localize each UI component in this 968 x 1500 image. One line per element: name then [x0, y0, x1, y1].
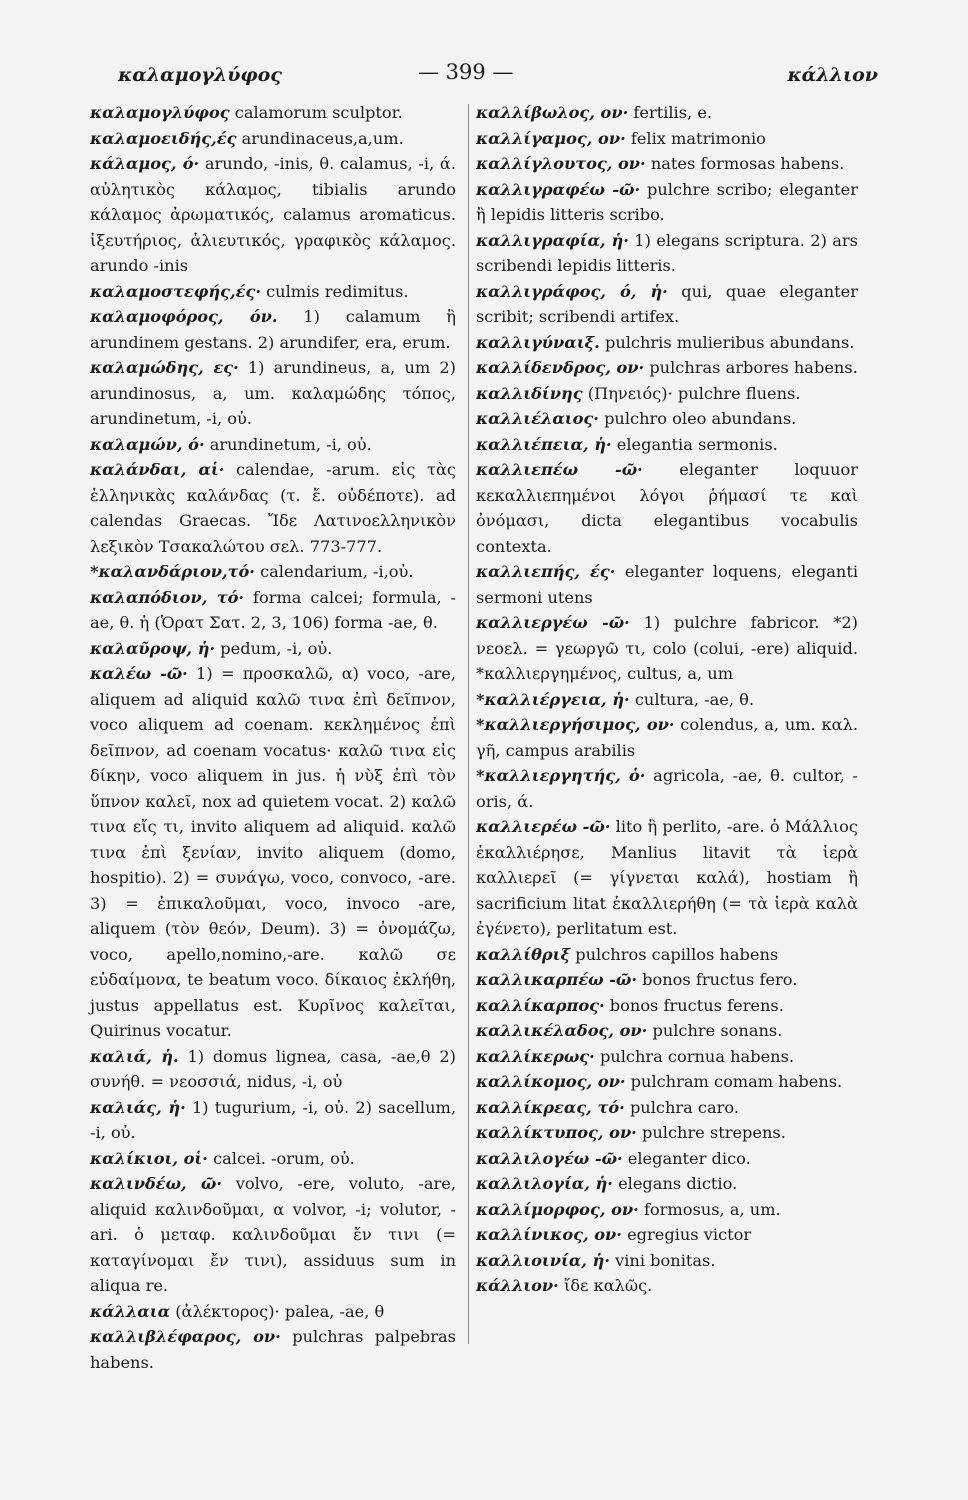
- entry-definition: bonos fructus ferens.: [609, 995, 784, 1015]
- dictionary-entry: [476, 432, 858, 458]
- entry-headword: καλλίβωλος, ον·: [476, 103, 629, 122]
- entry-headword: καλλίκαρπος·: [476, 995, 605, 1015]
- entry-headword: καλαμοστεφής,ές·: [90, 281, 261, 301]
- entry-definition: 1) elegans scriptura. 2) ars scribendi lepidis litteris.: [476, 230, 858, 275]
- entry-definition: eleganter dico.: [627, 1148, 751, 1168]
- dictionary-entry: [476, 687, 858, 713]
- entry-definition: pulchras palpebras habens.: [90, 1327, 456, 1372]
- dictionary-entry: [476, 330, 858, 356]
- entry-definition: calendarium, -i,οὐ.: [260, 562, 414, 581]
- entry-headword: *καλανδάριον,τό·: [90, 562, 255, 581]
- entry-headword: καλλίμορφος, ον·: [476, 1199, 639, 1219]
- right-column: [476, 100, 858, 1299]
- entry-definition: vini bonitas.: [615, 1250, 716, 1270]
- dictionary-entry: [476, 712, 858, 763]
- dictionary-entry: [476, 151, 858, 177]
- dictionary-entry: [90, 151, 456, 279]
- dictionary-entry: [476, 1146, 858, 1172]
- entry-headword: κάλλιον·: [476, 1276, 559, 1295]
- entry-definition: 1) pulchre fabricor. *2) νεοελ. = γεωργῶ τι, colo (colui, -ere) aliquid. *καλλιεργημένος, cultus, a, um: [476, 613, 858, 683]
- entry-headword: καλλίκομος, ον·: [476, 1072, 626, 1091]
- dictionary-entry: [90, 279, 456, 305]
- entry-definition: pulchre scribo; eleganter ἢ lepidis litteris scribo.: [476, 179, 859, 224]
- entry-headword: καλαμοφόρος, όν.: [90, 307, 278, 326]
- dictionary-entry: [90, 585, 456, 636]
- dictionary-entry: [476, 355, 858, 381]
- entry-headword: καλαμών, ό·: [90, 434, 205, 454]
- entry-definition: volvo, -ere, voluto, -are, aliquid καλινδοῦμαι, α volvor, -i; volutor, -ari. ὁ μεταφ. καλινδοῦμαι ἔν τινι (= καταγίνομαι ἔν τινι), assiduus sum in aliqua re.: [90, 1174, 456, 1295]
- entry-headword: *καλλιεργητής, ὁ·: [476, 766, 646, 785]
- entry-headword: καλλιγραφία, ἡ·: [476, 230, 629, 250]
- entry-definition: arundinetum, -i, οὐ.: [209, 434, 372, 454]
- entry-headword: καλλιεργέω -ῶ·: [476, 613, 630, 632]
- entry-definition: calamorum sculptor.: [234, 103, 403, 122]
- entry-definition: colendus, a, um. καλ. γῆ, campus arabilis: [476, 715, 858, 760]
- dictionary-entry: [476, 228, 858, 279]
- dictionary-entry: [476, 126, 858, 152]
- dictionary-entry: [476, 1018, 858, 1044]
- entry-definition: 1) domus lignea, casa, -ae,θ 2) συνήθ. = νεοσσιά, nidus, -i, οὐ: [90, 1046, 457, 1091]
- entry-definition: pedum, -i, οὐ.: [220, 638, 333, 658]
- entry-headword: καλλιερέω -ῶ·: [476, 817, 611, 836]
- entry-definition: pulchro oleo abundans.: [604, 409, 797, 428]
- entry-headword: καλλίγλουτος, ον·: [476, 154, 646, 173]
- entry-headword: καλλιεπής, ές·: [476, 562, 616, 581]
- entry-definition: elegantia sermonis.: [616, 434, 778, 454]
- dictionary-entry: [476, 279, 858, 330]
- dictionary-entry: [476, 457, 858, 559]
- entry-headword: καλαπόδιον, τό·: [90, 587, 245, 607]
- entry-definition: cultura, -ae, θ.: [634, 689, 755, 709]
- dictionary-entry: [476, 814, 858, 942]
- dictionary-entry: [476, 993, 858, 1019]
- entry-headword: καλλικαρπέω -ῶ·: [476, 970, 637, 989]
- dictionary-entry: [476, 1171, 858, 1197]
- entry-headword: καλλίκερως·: [476, 1046, 595, 1066]
- entry-definition: pulchre strepens.: [641, 1123, 786, 1142]
- header-left-word: καλαμογλύφος: [118, 64, 282, 86]
- entry-headword: καλλιέλαιος·: [476, 409, 599, 428]
- entry-headword: καλλιγραφέω -ῶ·: [476, 179, 641, 199]
- entry-definition: formosus, a, um.: [643, 1199, 781, 1219]
- entry-headword: καλίκιοι, οἱ·: [90, 1148, 208, 1168]
- left-column: [90, 100, 456, 1375]
- dictionary-entry: [476, 1069, 858, 1095]
- dictionary-entry: [476, 1273, 858, 1299]
- entry-definition: qui, quae eleganter scribit; scribendi artifex.: [476, 281, 858, 326]
- dictionary-entry: [90, 100, 456, 126]
- entry-definition: pulchros capillos habens: [575, 944, 779, 964]
- entry-definition: arundinaceus,a,um.: [241, 128, 404, 148]
- dictionary-entry: [476, 1044, 858, 1070]
- entry-headword: καλλιεπέω -ῶ·: [476, 460, 643, 479]
- entry-headword: καλαῦροψ, ἡ·: [90, 638, 216, 658]
- entry-definition: 1) = προσκαλῶ, α) voco, -are, aliquem ad aliquid καλῶ τινα ἐπὶ δεῖπνον, voco aliquem ad coenam. κεκλημένος ἐπὶ δεῖπνον, ad coenam vocatus· καλῶ τινα εἰς δίκην, voco aliquem in jus. ἡ νὺξ ἐπὶ τὸν ὕπνον καλεῖ, nox ad quietem vocat. 2) καλῶ τινα εἴς τι, invito aliquem ad aliquid. καλῶ τινα ἐπὶ ξενίαν, invito aliquem (domo, hospitio). 2) = συνάγω, voco, convoco, -are. 3) = ἐπικαλοῦμαι, voco, invoco -are, aliquem (τὸν θεόν, Deum). 3) = ὀνομάζω, voco, apello,nomino,-are. καλῶ σε εὐδαίμονα, te beatum voco. δίκαιος ἐκλήθη, justus appellatus est. Κυρῖνος καλεῖται, Quirinus vocatur.: [90, 664, 456, 1040]
- column-divider: [468, 104, 469, 1344]
- entry-headword: καλάνδαι, αἱ·: [90, 460, 225, 479]
- entry-headword: καλλιβλέφαρος, ον·: [90, 1327, 281, 1346]
- entry-headword: καλλίγαμος, ον·: [476, 128, 626, 148]
- entry-definition: 1) tugurium, -i, οὐ. 2) sacellum, -i, οὐ.: [90, 1097, 456, 1142]
- header-right-word: κάλλιον: [787, 64, 878, 86]
- entry-definition: agricola, -ae, θ. cultor, -oris, ά.: [476, 766, 858, 811]
- entry-definition: nates formosas habens.: [650, 154, 845, 173]
- entry-definition: lito ἢ perlito, -are. ὁ Μάλλιος ἐκαλλιέρησε, Manlius litavit τὰ ἱερὰ καλλιερεῖ (= γίγνεται καλά), hostiam ἢ sacrificium litat ἐκαλλιερήθη (= τὰ ἱερὰ καλὰ ἐγένετο), perlitatum est.: [476, 817, 858, 938]
- entry-definition: felix matrimonio: [630, 128, 766, 148]
- dictionary-entry: [476, 559, 858, 610]
- entry-definition: 1) arundineus, a, um 2) arundinosus, a, um. καλαμώδης τόπος, arundinetum, -i, οὐ.: [90, 358, 456, 428]
- dictionary-entry: [90, 1146, 456, 1172]
- dictionary-entry: [90, 559, 456, 585]
- dictionary-entry: [476, 1120, 858, 1146]
- entry-definition: eleganter loquuor κεκαλλιεπημένοι λόγοι ῥήμασί τε καὶ ὀνόμασι, dicta elegantibus vocabulis contexta.: [476, 460, 858, 556]
- entry-definition: calcei. -orum, οὐ.: [213, 1148, 355, 1168]
- entry-headword: καλλιγύναιξ.: [476, 332, 600, 352]
- entry-definition: bonos fructus fero.: [642, 970, 798, 989]
- dictionary-entry: [476, 1248, 858, 1274]
- dictionary-entry: [476, 381, 858, 407]
- entry-headword: καλινδέω, ῶ·: [90, 1174, 222, 1193]
- entry-headword: καλλίκρεας, τό·: [476, 1097, 625, 1117]
- dictionary-entry: [90, 457, 456, 559]
- entry-headword: καλλίκτυπος, ον·: [476, 1123, 637, 1142]
- entry-definition: (Πηνειός)· pulchre fluens.: [587, 383, 801, 403]
- dictionary-entry: [90, 661, 456, 1044]
- entry-definition: culmis redimitus.: [266, 281, 409, 301]
- entry-definition: elegans dictio.: [618, 1174, 738, 1193]
- entry-headword: καλλιλογέω -ῶ·: [476, 1148, 623, 1168]
- entry-headword: καλλιλογία, ἡ·: [476, 1174, 613, 1193]
- dictionary-entry: [90, 1171, 456, 1299]
- entry-definition: egregius victor: [627, 1225, 752, 1244]
- entry-headword: καλλικέλαδος, ον·: [476, 1021, 648, 1040]
- entry-headword: καλέω -ῶ·: [90, 664, 188, 683]
- dictionary-entry: [90, 432, 456, 458]
- entry-definition: pulchras arbores habens.: [649, 358, 858, 377]
- dictionary-entry: [476, 942, 858, 968]
- entry-headword: καλαμοειδής,ές: [90, 128, 237, 148]
- running-header: [118, 58, 878, 92]
- entry-headword: καλιά, ἡ.: [90, 1046, 179, 1066]
- dictionary-entry: [476, 967, 858, 993]
- entry-headword: καλλιδίνης: [476, 383, 583, 403]
- entry-definition: arundo, -inis, θ. calamus, -i, ά. αὐλητικὸς κάλαμος, tibialis arundo κάλαμος ἀρωματικός, calamus aromaticus. ἱξευτήριος, ἁλιευτικός, γραφικὸς κάλαμος. arundo -inis: [90, 154, 456, 275]
- entry-headword: καλλιοινία, ἡ·: [476, 1250, 610, 1270]
- dictionary-entry: [476, 1222, 858, 1248]
- entry-definition: forma calcei; formula, -ae, θ. ἡ (Ὁρατ Σατ. 2, 3, 106) forma -ae, θ.: [90, 587, 457, 632]
- entry-definition: pulchris mulieribus abundans.: [604, 332, 855, 352]
- entry-definition: pulchre sonans.: [652, 1021, 783, 1040]
- dictionary-entry: [476, 763, 858, 814]
- entry-definition: eleganter loquens, eleganti sermoni utens: [476, 562, 858, 607]
- dictionary-entry: [90, 126, 456, 152]
- dictionary-entry: [90, 304, 456, 355]
- entry-headword: καλλίθριξ: [476, 944, 571, 964]
- dictionary-entry: [90, 1044, 456, 1095]
- dictionary-entry: [476, 610, 858, 687]
- entry-headword: καλλιγράφος, ό, ἡ·: [476, 281, 668, 301]
- entry-headword: *καλλιεργήσιμος, ον·: [476, 715, 675, 734]
- dictionary-entry: [90, 636, 456, 662]
- dictionary-entry: [476, 177, 858, 228]
- entry-definition: 1) calamum ἢ arundinem gestans. 2) arundifer, era, erum.: [90, 307, 456, 352]
- entry-definition: ἴδε καλῶς.: [563, 1276, 653, 1295]
- entry-definition: (ἀλέκτορος)· palea, -ae, θ: [175, 1301, 385, 1321]
- entry-headword: *καλλιέργεια, ἡ·: [476, 689, 630, 709]
- dictionary-entry: [90, 1324, 456, 1375]
- entry-headword: καλλίνικος, ον·: [476, 1225, 622, 1244]
- dictionary-entry: [90, 355, 456, 432]
- entry-definition: fertilis, e.: [633, 103, 713, 122]
- entry-headword: κάλλαια: [90, 1301, 171, 1321]
- dictionary-entry: [476, 1197, 858, 1223]
- entry-headword: καλλίδενδρος, ον·: [476, 358, 645, 377]
- entry-definition: pulchram comam habens.: [630, 1072, 843, 1091]
- entry-definition: pulchra caro.: [629, 1097, 739, 1117]
- entry-definition: calendae, -arum. εἰς τὰς ἑλληνικὰς καλάνδας (τ. ἔ. οὐδέποτε). ad calendas Graecas. Ἴδε Λατινοελληνικὸν λεξικὸν Τσακαλώτου σελ. 773-777.: [90, 460, 456, 556]
- dictionary-entry: [476, 406, 858, 432]
- dictionary-entry: [90, 1095, 456, 1146]
- page-number: — 399 —: [418, 60, 514, 84]
- dictionary-entry: [476, 100, 858, 126]
- entry-headword: καλιάς, ἡ·: [90, 1097, 186, 1117]
- dictionary-entry: [476, 1095, 858, 1121]
- entry-headword: καλαμογλύφος: [90, 103, 230, 122]
- entry-headword: καλλιέπεια, ἡ·: [476, 434, 612, 454]
- entry-headword: κάλαμος, ό·: [90, 154, 200, 173]
- entry-definition: pulchra cornua habens.: [599, 1046, 795, 1066]
- entry-headword: καλαμώδης, ες·: [90, 358, 239, 377]
- dictionary-entry: [90, 1299, 456, 1325]
